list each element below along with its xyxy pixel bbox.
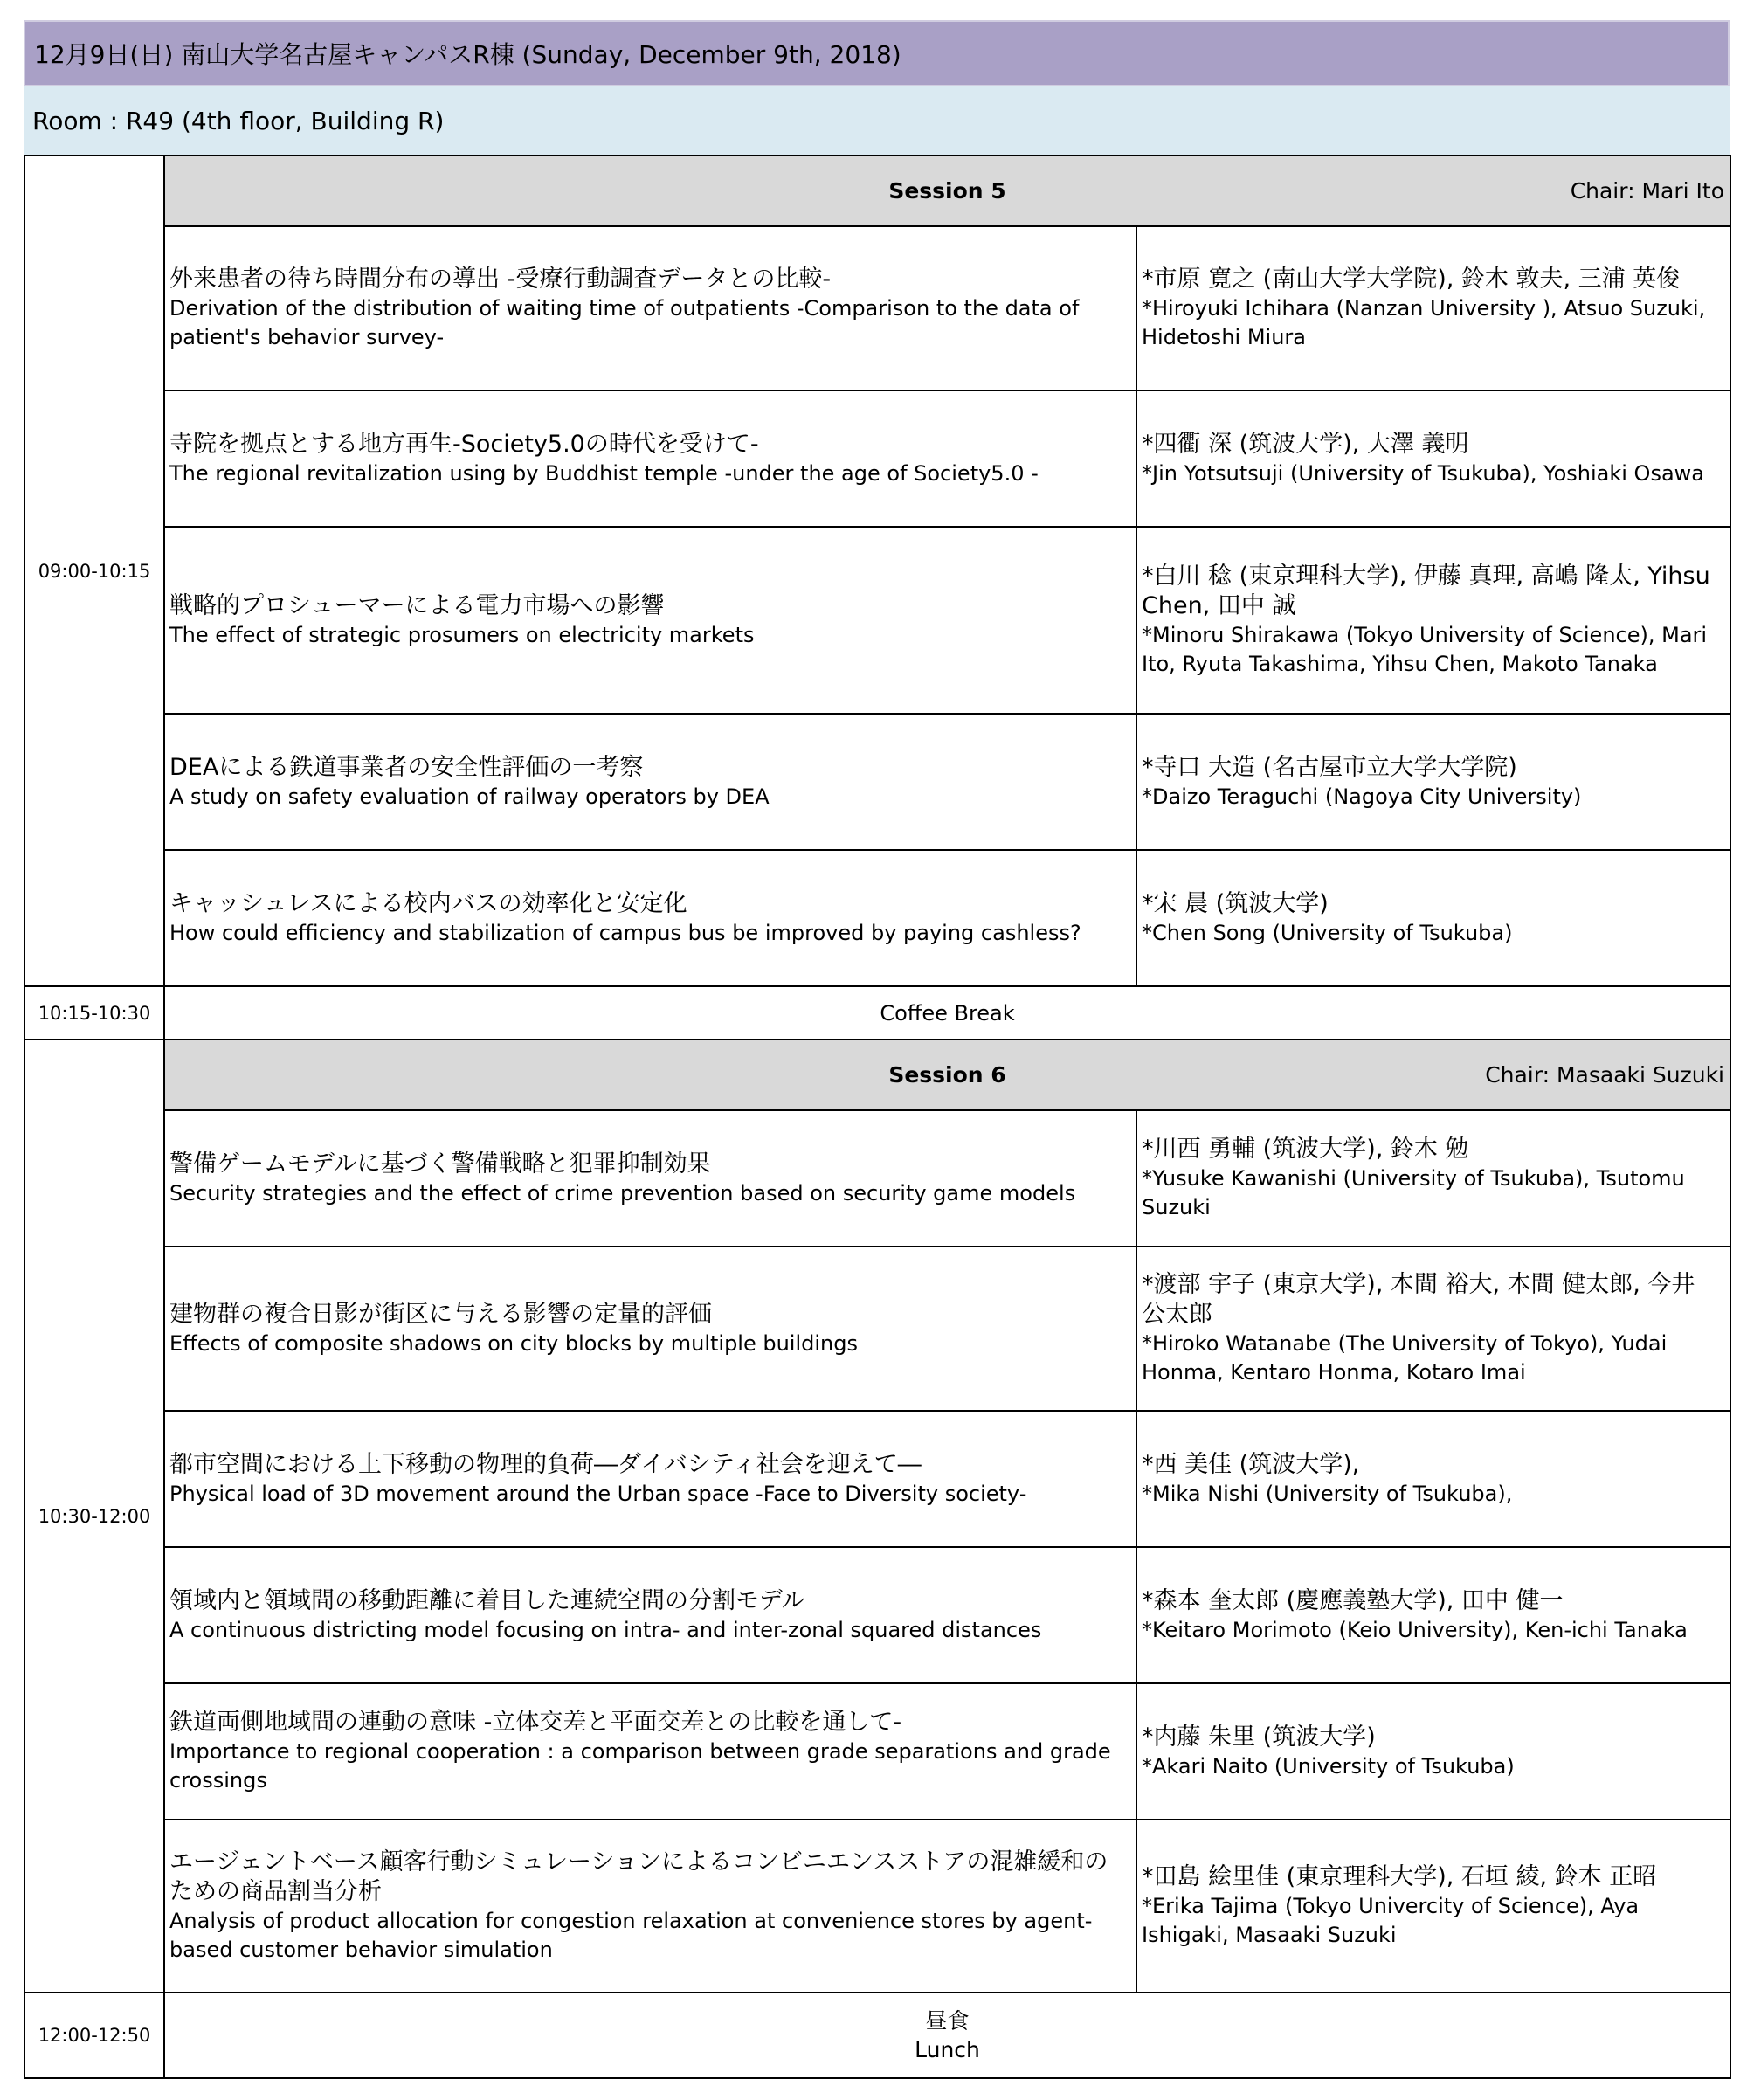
authors-en: *Chen Song (University of Tsukuba) xyxy=(1142,920,1513,945)
talk-title-jp: 外来患者の待ち時間分布の導出 -受療行動調査データとの比較- xyxy=(169,266,832,293)
talk-title xyxy=(164,850,1136,986)
authors-en: *Minoru Shirakawa (Tokyo University of Science), Mari Ito, Ryuta Takashima, Yihsu Chen, Makoto Tanaka xyxy=(1142,623,1708,676)
talk-title-en: The effect of strategic prosumers on electricity markets xyxy=(169,622,755,647)
day-title: 12月9日(日) 南山大学名古屋キャンパスR棟 (Sunday, December 9th, 2018) xyxy=(34,40,901,69)
talk-title xyxy=(164,1820,1136,1993)
session-header xyxy=(164,1040,1730,1110)
talk-authors xyxy=(1136,714,1730,850)
talk-title-en: The regional revitalization using by Buddhist temple -under the age of Society5.0 - xyxy=(169,460,1039,486)
authors-jp: *川西 勇輔 (筑波大学), 鈴木 勉 xyxy=(1142,1136,1469,1163)
talk-title-en: Analysis of product allocation for congestion relaxation at convenience stores by agent-based customer behavior simulation xyxy=(169,1909,1093,1962)
talk-title xyxy=(164,1110,1136,1247)
talk-title-en: A continuous districting model focusing on intra- and inter-zonal squared distances xyxy=(169,1617,1042,1642)
talk-authors xyxy=(1136,226,1730,390)
talk-title-en: Importance to regional cooperation : a comparison between grade separations and grade crossings xyxy=(169,1739,1111,1793)
session-name: Session 5 xyxy=(888,178,1006,204)
authors-jp: *森本 奎太郎 (慶應義塾大学), 田中 健一 xyxy=(1142,1586,1564,1614)
authors-en: *Hiroko Watanabe (The University of Tokyo), Yudai Honma, Kentaro Honma, Kotaro Imai xyxy=(1142,1331,1668,1385)
talk-title-jp: エージェントベース顧客行動シミュレーションによるコンビニエンスストアの混雑緩和のための商品割当分析 xyxy=(169,1848,1108,1905)
lunch-row xyxy=(24,1993,1730,2078)
lunch-time: 12:00-12:50 xyxy=(24,1993,164,2078)
talk-authors xyxy=(1136,527,1730,714)
session-header-row xyxy=(24,155,1730,226)
session-name: Session 6 xyxy=(888,1062,1006,1088)
session-header xyxy=(164,155,1730,226)
talk-row xyxy=(24,1247,1730,1411)
authors-jp: *四衢 深 (筑波大学), 大澤 義明 xyxy=(1142,430,1469,458)
authors-jp: *西 美佳 (筑波大学), xyxy=(1142,1450,1360,1478)
session-header-row xyxy=(24,1040,1730,1110)
talk-row xyxy=(24,527,1730,714)
lunch-cell xyxy=(164,1993,1730,2078)
talk-authors xyxy=(1136,1110,1730,1247)
talk-authors xyxy=(1136,1247,1730,1411)
schedule-page xyxy=(24,20,1730,2079)
authors-jp: *渡部 宇子 (東京大学), 本間 裕大, 本間 健太郎, 今井 公太郎 xyxy=(1142,1271,1695,1328)
session-time: 10:30-12:00 xyxy=(24,1040,164,1993)
talk-title xyxy=(164,714,1136,850)
talk-authors xyxy=(1136,1411,1730,1547)
authors-jp: *内藤 朱里 (筑波大学) xyxy=(1142,1723,1376,1751)
talk-row xyxy=(24,714,1730,850)
talk-authors xyxy=(1136,1820,1730,1993)
talk-authors xyxy=(1136,850,1730,986)
talk-title-jp: 建物群の複合日影が街区に与える影響の定量的評価 xyxy=(169,1300,712,1328)
session-chair: Chair: Mari Ito xyxy=(1570,178,1724,204)
coffee-break-label: Coffee Break xyxy=(164,986,1730,1040)
talk-title xyxy=(164,1547,1136,1683)
room-header xyxy=(24,86,1730,155)
talk-title-en: Physical load of 3D movement around the Urban space -Face to Diversity society- xyxy=(169,1481,1027,1506)
room-label: Room : R49 (4th floor, Building R) xyxy=(32,106,445,135)
authors-jp: *市原 寛之 (南山大学大学院), 鈴木 敦夫, 三浦 英俊 xyxy=(1142,266,1681,293)
lunch-label-en: Lunch xyxy=(915,2037,980,2062)
authors-en: *Erika Tajima (Tokyo Univercity of Science), Aya Ishigaki, Masaaki Suzuki xyxy=(1142,1894,1640,1947)
authors-jp: *宋 晨 (筑波大学) xyxy=(1142,889,1329,917)
talk-row xyxy=(24,850,1730,986)
talk-title-en: How could efficiency and stabilization of campus bus be improved by paying cashless? xyxy=(169,920,1081,945)
authors-jp: *寺口 大造 (名古屋市立大学大学院) xyxy=(1142,753,1517,781)
talk-title xyxy=(164,527,1136,714)
coffee-break-row xyxy=(24,986,1730,1040)
talk-title-jp: 警備ゲームモデルに基づく警備戦略と犯罪抑制効果 xyxy=(169,1150,711,1178)
talk-row xyxy=(24,1547,1730,1683)
talk-title xyxy=(164,226,1136,390)
talk-title xyxy=(164,1411,1136,1547)
session-time: 09:00-10:15 xyxy=(24,155,164,986)
talk-title xyxy=(164,1247,1136,1411)
authors-en: *Keitaro Morimoto (Keio University), Ken-ichi Tanaka xyxy=(1142,1617,1688,1642)
talk-authors xyxy=(1136,1683,1730,1820)
talk-title-en: Derivation of the distribution of waiting time of outpatients -Comparison to the data of patient's behavior survey- xyxy=(169,296,1080,349)
authors-en: *Mika Nishi (University of Tsukuba), xyxy=(1142,1481,1513,1506)
talk-title xyxy=(164,390,1136,527)
authors-jp: *白川 稔 (東京理科大学), 伊藤 真理, 高嶋 隆太, Yihsu Chen, 田中 誠 xyxy=(1142,563,1710,619)
talk-title-en: Effects of composite shadows on city blocks by multiple buildings xyxy=(169,1330,858,1356)
talk-title-jp: 寺院を拠点とする地方再生-Society5.0の時代を受けて- xyxy=(169,430,759,458)
talk-authors xyxy=(1136,1547,1730,1683)
day-header xyxy=(24,20,1730,86)
authors-en: *Daizo Teraguchi (Nagoya City University) xyxy=(1142,784,1582,809)
talk-title-en: Security strategies and the effect of crime prevention based on security game models xyxy=(169,1180,1076,1205)
coffee-break-time: 10:15-10:30 xyxy=(24,986,164,1040)
talk-title-jp: DEAによる鉄道事業者の安全性評価の一考察 xyxy=(169,753,644,781)
talk-row xyxy=(24,226,1730,390)
authors-en: *Hiroyuki Ichihara (Nanzan University ), Atsuo Suzuki, Hidetoshi Miura xyxy=(1142,296,1706,349)
authors-en: *Yusuke Kawanishi (University of Tsukuba), Tsutomu Suzuki xyxy=(1142,1166,1685,1219)
authors-en: *Jin Yotsutsuji (University of Tsukuba), Yoshiaki Osawa xyxy=(1142,460,1704,486)
talk-title-jp: 領域内と領域間の移動距離に着目した連続空間の分割モデル xyxy=(169,1586,805,1614)
schedule-table xyxy=(24,155,1731,2079)
talk-row xyxy=(24,1411,1730,1547)
talk-row xyxy=(24,1820,1730,1993)
session-chair: Chair: Masaaki Suzuki xyxy=(1485,1062,1724,1088)
talk-row xyxy=(24,390,1730,527)
authors-en: *Akari Naito (University of Tsukuba) xyxy=(1142,1753,1515,1779)
talk-title xyxy=(164,1683,1136,1820)
lunch-label-jp: 昼食 xyxy=(925,2008,970,2034)
talk-title-en: A study on safety evaluation of railway operators by DEA xyxy=(169,784,770,809)
talk-title-jp: キャッシュレスによる校内バスの効率化と安定化 xyxy=(169,889,687,917)
talk-title-jp: 鉄道両側地域間の連動の意味 -立体交差と平面交差との比較を通して- xyxy=(169,1709,902,1736)
talk-row xyxy=(24,1110,1730,1247)
authors-jp: *田島 絵里佳 (東京理科大学), 石垣 綾, 鈴木 正昭 xyxy=(1142,1863,1657,1890)
talk-row xyxy=(24,1683,1730,1820)
talk-title-jp: 戦略的プロシューマーによる電力市場への影響 xyxy=(169,591,665,619)
talk-authors xyxy=(1136,390,1730,527)
talk-title-jp: 都市空間における上下移動の物理的負荷―ダイバシティ社会を迎えて― xyxy=(169,1450,922,1478)
